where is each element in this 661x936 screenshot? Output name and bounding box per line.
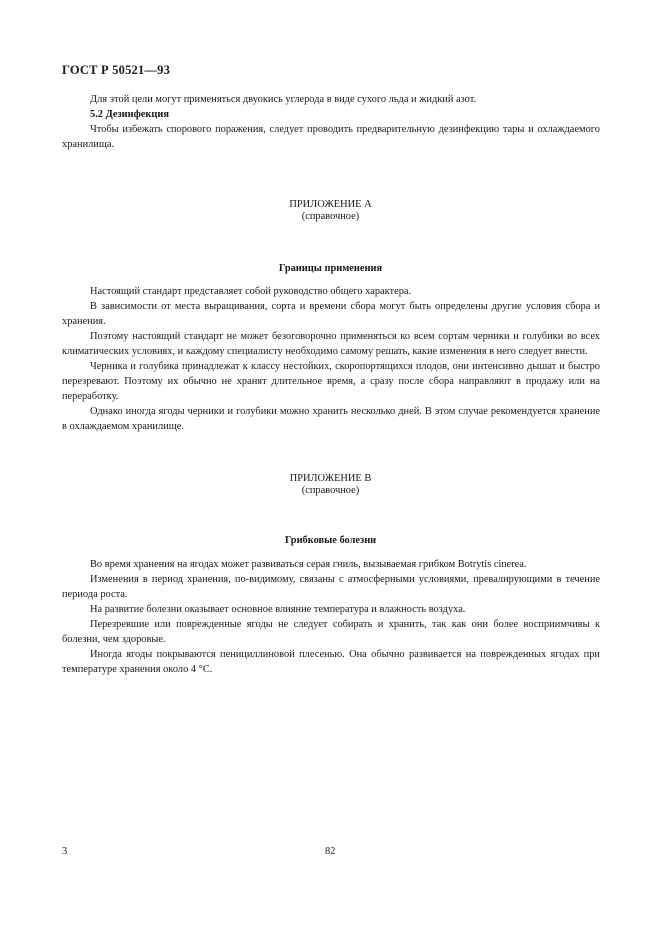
paragraph: Черника и голубика принадлежат к классу нестойких, скоропортящихся плодов, они интенсивно дышат и быстро перезревают. Поэтому их обычно не хранят длительное время, а сразу после сбора направляют в продажу или на переработку. bbox=[62, 361, 600, 402]
paragraph: Иногда ягоды покрываются пенициллиновой плесенью. Она обычно развивается на поврежденных ягодах при температуре хранения около 4 °С. bbox=[62, 649, 600, 675]
appendix-b-label: ПРИЛОЖЕНИЕ В bbox=[289, 473, 372, 484]
paragraph: Однако иногда ягоды черники и голубики можно хранить несколько дней. В этом случае рекомендуется хранение в охлаждаемом хранилище. bbox=[62, 406, 600, 432]
paragraph: Во время хранения на ягодах может развиваться серая гниль, вызываемая грибком Botrytis cinerea. bbox=[90, 559, 527, 570]
paragraph: Изменения в период хранения, по-видимому, связаны с атмосферными условиями, превалирующими в течение периода роста. bbox=[62, 574, 600, 600]
paragraph: Для этой цели могут применяться двуокись углерода в виде сухого льда и жидкий азот. bbox=[90, 94, 477, 105]
document-header: ГОСТ Р 50521—93 bbox=[62, 63, 171, 77]
paragraph: На развитие болезни оказывает основное влияние температура и влажность воздуха. bbox=[90, 604, 466, 615]
paragraph: Перезревшие или поврежденные ягоды не следует собирать и хранить, так как они более восприимчивы к болезни, чем здоровые. bbox=[62, 619, 600, 645]
section-5-2 bbox=[62, 92, 600, 152]
appendix-b-body bbox=[62, 557, 600, 677]
appendix-a-note: (справочное) bbox=[301, 211, 360, 222]
page-number-left: 3 bbox=[62, 846, 68, 857]
section-heading: 5.2 Дезинфекция bbox=[90, 109, 170, 120]
appendix-a-label: ПРИЛОЖЕНИЕ А bbox=[289, 199, 372, 210]
page-number-center: 82 bbox=[325, 846, 336, 857]
appendix-b-title: Грибковые болезни bbox=[284, 535, 377, 546]
paragraph: Чтобы избежать спорового поражения, следует проводить предварительную дезинфекцию тары и охлаждаемого хранилища. bbox=[62, 124, 600, 150]
appendix-a-title: Границы применения bbox=[278, 263, 383, 274]
paragraph: Настоящий стандарт представляет собой руководство общего характера. bbox=[90, 286, 412, 297]
paragraph: Поэтому настоящий стандарт не может безоговорочно применяться ко всем сортам черники и голубики во всех климатических условиях, и каждому специалисту необходимо самому решать, какие изменения в него следует внести. bbox=[62, 331, 600, 357]
appendix-a-body bbox=[62, 284, 600, 434]
paragraph: В зависимости от места выращивания, сорта и времени сбора могут быть определены другие условия сбора и хранения. bbox=[62, 301, 600, 327]
appendix-b-note: (справочное) bbox=[301, 485, 360, 496]
